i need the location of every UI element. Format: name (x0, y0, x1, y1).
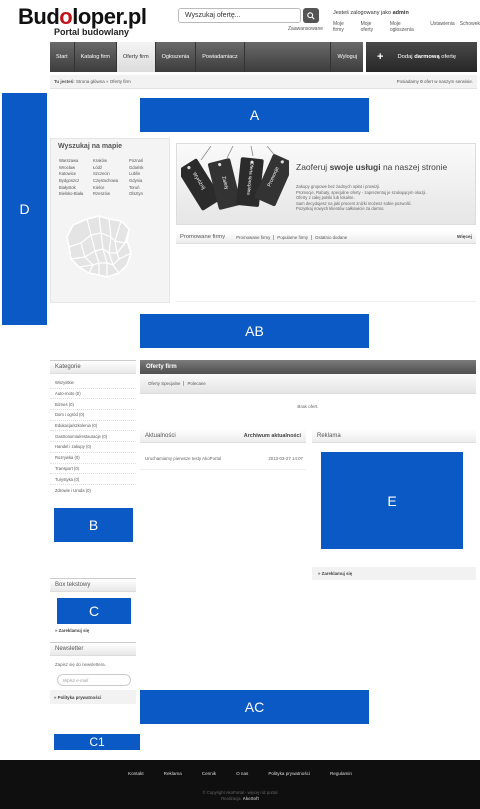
logo-part: loper.pl (72, 4, 147, 29)
tab-recommended[interactable]: Polecane (187, 381, 206, 386)
city-list (59, 158, 169, 196)
category-item[interactable]: Handel i zakupy (0) (50, 442, 136, 453)
price-tag-labels (183, 146, 291, 224)
category-item[interactable]: Rozrywka (0) (50, 453, 136, 464)
credit-prefix: Realizacja: (221, 796, 242, 801)
tab-recent[interactable]: Ostatnio dodane (315, 234, 348, 240)
city-link[interactable]: Kielce (93, 184, 105, 190)
category-item[interactable]: Dom i ogród (0) (50, 410, 136, 421)
add-bold: darmową (414, 54, 440, 60)
logged-in-info (333, 10, 409, 16)
poland-map[interactable] (63, 211, 135, 283)
stats-suffix: ofert w naszym serwisie. (423, 79, 473, 84)
placeholder-ab: AB (140, 314, 369, 348)
map-box (50, 138, 170, 303)
advertise-link[interactable]: » Zareklamuj się (55, 628, 90, 633)
tag-label: Promocje (266, 166, 281, 188)
promo-line: Oferty z całej polski lub lokalne. (296, 195, 355, 201)
offer-stats (397, 79, 473, 84)
tab-special-offers[interactable]: Oferty Specjalne (145, 381, 184, 386)
placeholder-a: A (140, 98, 369, 132)
news-item-spacer (221, 456, 268, 461)
divider (140, 469, 306, 470)
footer-links (0, 771, 480, 776)
offers-header: Oferty firm (140, 360, 476, 374)
ads-header: Reklama (312, 429, 476, 443)
logo[interactable] (18, 6, 146, 37)
user-link-settings[interactable]: Ustawienia (430, 21, 455, 27)
city-link[interactable]: Częstochowa (93, 178, 119, 184)
city-link[interactable]: Szczecin (93, 171, 110, 177)
map-title: Wyszukaj na mapie (58, 143, 123, 150)
more-link[interactable]: Więcej (456, 234, 472, 240)
news-header (140, 429, 306, 443)
logo-text (18, 6, 146, 28)
nav-catalog[interactable]: Katalog firm (75, 42, 117, 72)
nav-start[interactable]: Start (50, 42, 75, 72)
city-link[interactable]: Łódź (93, 164, 103, 170)
logged-user[interactable]: admin (392, 10, 409, 16)
city-link[interactable]: Poznań (129, 158, 144, 163)
footer-link-about[interactable]: O nas (236, 771, 249, 776)
footer-link-privacy[interactable]: Polityka prywatności (268, 771, 310, 776)
category-item[interactable]: Auto-moto (0) (50, 389, 136, 400)
city-link[interactable]: Bydgoszcz (59, 178, 80, 184)
credit (0, 796, 480, 801)
news-archive-link[interactable]: Archiwum aktualności (243, 432, 301, 439)
promoted-title: Promowane firmy (180, 234, 226, 240)
logo-subtitle: Portal budowlany (54, 27, 130, 37)
news-item-text[interactable]: Uruchamiamy pierwsze testy AkoPortal (145, 456, 222, 461)
footer (0, 760, 480, 809)
logged-prefix: Jesteś zalogowany jako (333, 10, 392, 16)
promo-heading-prefix: Zaoferuj (296, 162, 328, 172)
tab-promoted[interactable]: Promowane firmy (233, 235, 274, 240)
category-item[interactable]: Zdrowie i Uroda (0) (55, 487, 91, 493)
nav-offers[interactable]: Oferty firm (117, 42, 156, 72)
search-input[interactable] (178, 8, 301, 23)
stats-count: 0 (420, 79, 423, 84)
add-prefix: Dodaj (397, 54, 413, 60)
promo-line: Sam decydujesz na jaki procent zniżki możesz sobie pozwolić. (296, 200, 412, 206)
city-link[interactable]: Lublin (129, 171, 141, 177)
copyright: © Copyright AkoPortal - więcej niż portal (202, 790, 278, 795)
city-link[interactable]: Kraków (93, 158, 107, 163)
city-link[interactable]: Olsztyn (129, 191, 143, 197)
newsletter-desc: Zapisz się do newslettera. (55, 662, 106, 667)
category-item[interactable]: Transport (0) (50, 464, 136, 475)
city-link[interactable]: Gdańsk (129, 164, 144, 170)
privacy-policy-link[interactable]: » Polityka prywatności (50, 690, 136, 704)
advanced-search-link[interactable]: Zaawansowane (288, 26, 324, 32)
promo-banner[interactable] (176, 143, 476, 225)
user-link-my-offers[interactable]: Moje oferty (360, 21, 374, 33)
add-suffix: ofertę (441, 54, 457, 60)
logo-part: Bud (18, 4, 60, 29)
category-item[interactable]: Biznes (0) (50, 399, 136, 410)
offers-empty-text: Brak ofert. (297, 404, 319, 409)
placeholder-c: C (57, 598, 131, 624)
logout-link[interactable]: Wyloguj (330, 42, 363, 72)
news-title: Aktualności (145, 432, 176, 439)
categories-header: Kategorie (50, 360, 136, 374)
news-item-date: 2013-03-27 14:07 (268, 456, 303, 461)
category-item[interactable]: Turystyka (0) (50, 474, 136, 485)
user-link-my-companies[interactable]: Moje firmy (333, 21, 344, 33)
footer-link-terms[interactable]: Regulamin (329, 771, 352, 776)
add-offer-label (397, 54, 456, 60)
footer-link-contact[interactable]: Kontakt (128, 771, 144, 776)
promo-line: Zakupy grupowe bez żadnych opłat i prowizji. (296, 184, 381, 189)
city-link[interactable]: Bielsko-Biała (59, 191, 84, 197)
offers-tabs (140, 374, 476, 394)
search-button[interactable] (303, 8, 319, 23)
stats-prefix: Posiadamy (396, 79, 419, 84)
city-link[interactable]: Rzeszów (93, 191, 110, 197)
category-list (50, 378, 136, 496)
promo-lines (296, 184, 474, 212)
search-placeholder: Wyszukaj ofertę... (185, 12, 241, 19)
tag-label: Zalety (220, 175, 230, 191)
footer-link-pricing[interactable]: Cennik (201, 771, 217, 776)
breadcrumb-path[interactable]: Strona główna » Oferty firm (75, 79, 131, 84)
logo-accent: o (59, 4, 73, 29)
text-box-header: Box tekstowy (50, 578, 136, 592)
tag-label: Wyróżnij (190, 171, 207, 191)
user-menu (333, 21, 480, 33)
placeholder-e: E (321, 452, 463, 549)
plus-icon: + (377, 51, 384, 63)
city-link[interactable]: Warszawa (59, 158, 79, 163)
tab-popular[interactable]: Popularne firmy (274, 235, 312, 240)
promo-line: Pozyskaj nowych klientów całkowicie za darmo. (296, 206, 385, 212)
category-item[interactable]: Edukacja/szkolenia (0) (50, 421, 136, 432)
city-link[interactable]: Katowice (59, 171, 76, 177)
promo-heading-bold: swoje usługi (329, 162, 381, 172)
category-item[interactable]: Gastronomia/restauracje (0) (50, 431, 136, 442)
city-link[interactable]: Wrocław (59, 164, 75, 170)
placeholder-ac: AC (140, 690, 369, 724)
placeholder-d: D (2, 93, 47, 325)
promo-line: Promocje, Rabaty, specjalne oferty - zaprezentuj je szukającym okazji. (296, 189, 427, 195)
email-placeholder: Wpisz e-mail (63, 677, 89, 683)
tag-label: Oferta specjalna (246, 161, 255, 196)
divider (176, 301, 476, 302)
placeholder-c1: C1 (54, 734, 140, 750)
promo-heading (296, 162, 447, 172)
news-item[interactable] (145, 456, 303, 461)
breadcrumb-prefix: Tu jesteś: (54, 79, 75, 84)
user-link-clipboard[interactable]: Schowek (459, 21, 480, 27)
city-link[interactable]: Toruń (129, 184, 140, 190)
footer-link-advertising[interactable]: Reklama (163, 771, 182, 776)
credit-name[interactable]: AkoSoft (242, 796, 259, 801)
main-nav (50, 42, 363, 72)
nav-ads[interactable]: Ogłoszenia (156, 42, 197, 72)
search-icon (307, 12, 315, 20)
add-offer-button[interactable] (366, 42, 477, 72)
promoted-firms-header (176, 231, 476, 244)
newsletter-email-input[interactable] (57, 674, 131, 686)
breadcrumb (50, 75, 477, 89)
nav-notifier[interactable]: Powiadamiacz (196, 42, 244, 72)
city-link[interactable]: Gdynia (129, 178, 143, 184)
promo-heading-suffix: na naszej stronie (382, 162, 448, 172)
newsletter-header: Newsletter (50, 642, 136, 656)
category-item[interactable]: Wszystkie (50, 378, 136, 389)
ads-advertise-link[interactable]: » Zareklamuj się (312, 567, 476, 580)
user-link-my-ads[interactable]: Moje ogłoszenia (389, 21, 414, 33)
city-link[interactable]: Białystok (59, 184, 76, 190)
placeholder-b: B (54, 508, 133, 542)
